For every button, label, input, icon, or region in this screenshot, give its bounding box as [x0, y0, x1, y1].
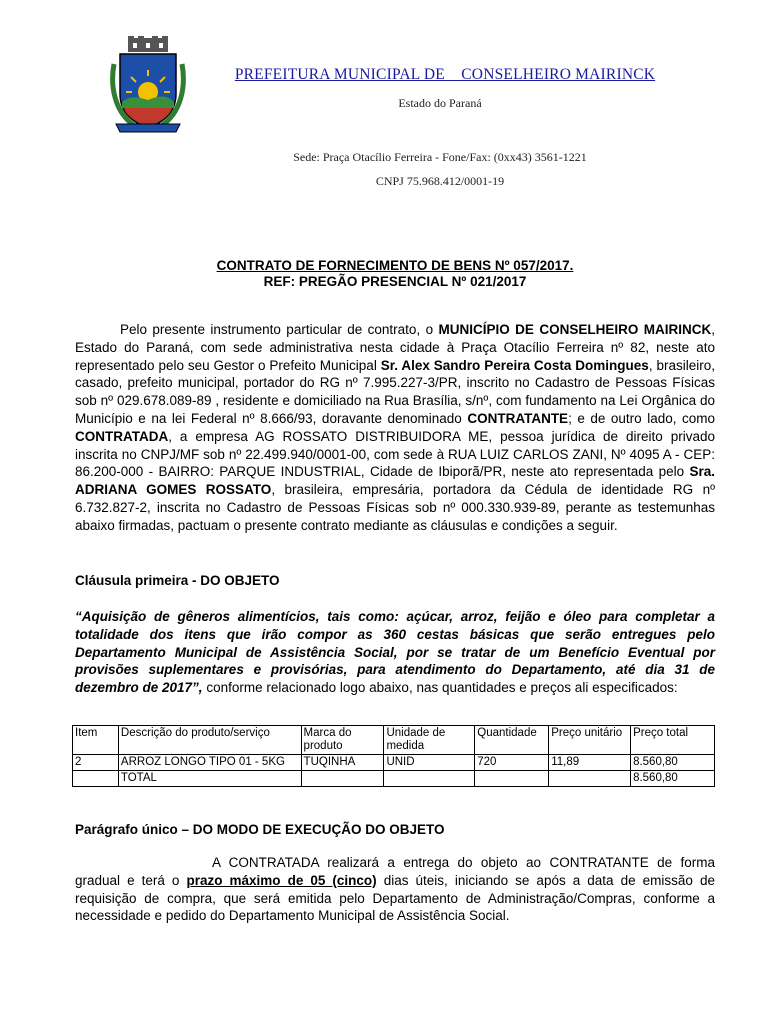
- table-total-row: [73, 771, 715, 787]
- intro-paragraph: Pelo presente instrumento particular de contrato, o MUNICÍPIO DE CONSELHEIRO MAIRINCK, Estado do Paraná, com sede administrativa nesta cidade à Praça Otacílio Ferreira nº 82, neste ato representado pelo seu Gestor o Prefeito Municipal Sr. Alex Sandro Pereira Costa Domingues, brasileiro, casado, prefeito municipal, portador do RG nº 7.995.227-3/PR, inscrito no Cadastro de Pessoas Físicas sob nº 029.678.089-89 , residente e domiciliado na Rua Brasília, s/nº, com fundamento na Lei Orgânica do Município e na lei Federal nº 8.666/93, doravante denominado CONTRATANTE; e de outro lado, como CONTRATADA, a empresa AG ROSSATO DISTRIBUIDORA ME, pessoa jurídica de direito privado inscrita no CNPJ/MF sob nº 22.499.940/0001-00, com sede à RUA LUIZ CARLOS ZANI, Nº 4095 A - CEP: 86.200-000 - BAIRRO: PARQUE INDUSTRIAL, Cidade de Ibiporã/PR, neste ato representada pelo Sra. ADRIANA GOMES ROSSATO, brasileira, empresária, portadora da Cédula de identidade RG nº 6.732.827-2, inscrita no Cadastro de Pessoas Físicas sob nº 000.330.939-89, perante as testemunhas abaixo firmadas, pactuam o presente contrato mediante as cláusulas e condições a seguir.: [75, 322, 716, 533]
- table-row: [73, 755, 715, 771]
- total-label: TOTAL: [118, 771, 301, 787]
- table-cell: [549, 771, 631, 787]
- table-cell: [384, 771, 475, 787]
- table-cell: [301, 771, 384, 787]
- table-header-cell: Preço unitário: [549, 726, 631, 755]
- table-header-cell: Unidade de medida: [384, 726, 475, 755]
- table-cell: TUQINHA: [301, 755, 384, 771]
- table-cell: 2: [73, 755, 119, 771]
- municipal-crest-logo: [108, 36, 188, 136]
- state-name: Estado do Paraná: [398, 96, 482, 110]
- table-cell: 8.560,80: [631, 755, 715, 771]
- table-cell: 11,89: [549, 755, 631, 771]
- header-address: Sede: Praça Otacílio Ferreira - Fone/Fax: (0xx43) 3561-1221: [293, 150, 587, 164]
- table-header-cell: Quantidade: [475, 726, 549, 755]
- table-header-row: [73, 726, 715, 755]
- municipality-title: PREFEITURA MUNICIPAL DE CONSELHEIRO MAIRINCK: [234, 66, 656, 83]
- table-header-cell: Preço total: [631, 726, 715, 755]
- clause-one-paragraph: “Aquisição de gêneros alimentícios, tais como: açúcar, arroz, feijão e óleo para completar a totalidade dos itens que irão compor as 360 cestas básicas que serão entregues pelo Departamento Municipal de Assistência Social, por se tratar de um Benefício Eventual por provisões suplementares e provisórias, para atendimento do Departamento, até dia 31 de dezembro de 2017”, conforme relacionado logo abaixo, nas quantidades e preços ali especificados:: [75, 609, 715, 696]
- table-cell: [73, 771, 119, 787]
- execution-paragraph: A CONTRATADA realizará a entrega do objeto ao CONTRATANTE de forma gradual e terá o prazo máximo de 05 (cinco) dias úteis, iniciando se após a data de emissão de requisição de compra, que será emitida pelo Departamento de Administração/Compras, conforme a necessidade e pedido do Departamento Municipal de Assistência Social.: [75, 855, 715, 924]
- total-value: 8.560,80: [631, 771, 715, 787]
- table-cell: 720: [475, 755, 549, 771]
- table-header-cell: Item: [73, 726, 119, 755]
- table-cell: UNID: [384, 755, 475, 771]
- table-cell: [475, 771, 549, 787]
- table-header-cell: Marca do produto: [301, 726, 384, 755]
- clause-one-heading: Cláusula primeira - DO OBJETO: [75, 573, 280, 588]
- single-paragraph-heading: Parágrafo único – DO MODO DE EXECUÇÃO DO OBJETO: [75, 822, 445, 837]
- contract-reference: REF: PREGÃO PRESENCIAL Nº 021/2017: [263, 274, 527, 289]
- items-table: [72, 725, 715, 787]
- table-header-cell: Descrição do produto/serviço: [118, 726, 301, 755]
- table-cell: ARROZ LONGO TIPO 01 - 5KG: [118, 755, 301, 771]
- header-cnpj: CNPJ 75.968.412/0001-19: [375, 174, 505, 188]
- contract-title: CONTRATO DE FORNECIMENTO DE BENS Nº 057/2017.: [216, 258, 574, 273]
